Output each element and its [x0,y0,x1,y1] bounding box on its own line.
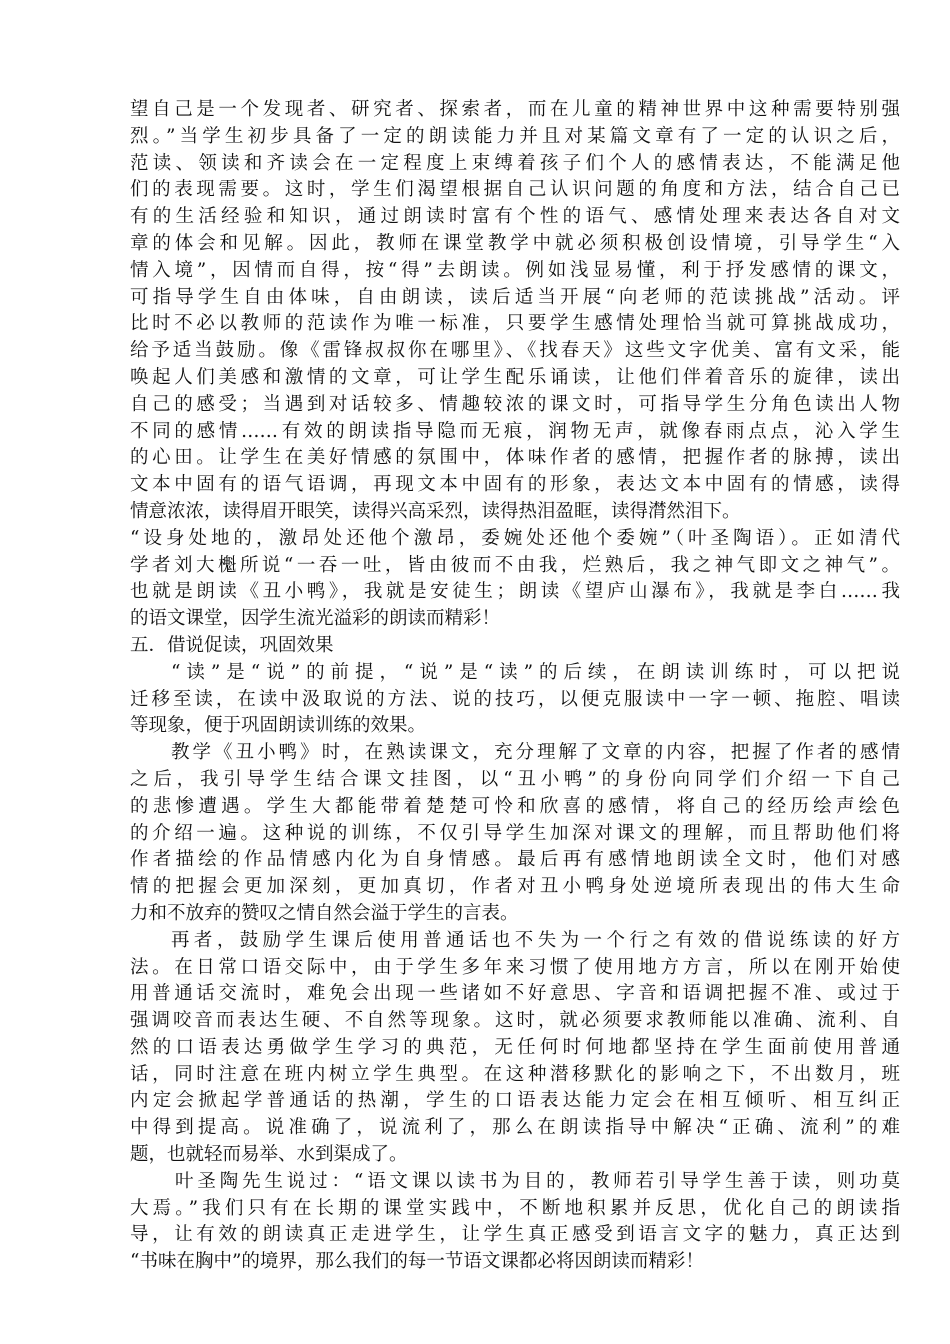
text-line: 法。在日常口语交际中，由于学生多年来习惯了使用地方方言，所以在刚开始使 [130,956,900,978]
text-line: 比时不必以教师的范读作为唯一标准，只要学生感情处理恰当就可算挑战成功， [130,313,900,335]
text-line: 之后，我引导学生结合课文挂图，以“丑小鸭”的身份向同学们介绍一下自己 [130,768,900,790]
text-line: 叶圣陶先生说过：“语文课以读书为目的，教师若引导学生善于读，则功莫 [175,1170,900,1192]
text-line: 中得到提高。说准确了，说流利了，那么在朗读指导中解决“正确、流利”的难 [130,1117,900,1139]
paragraph-continuation [130,97,900,633]
text-line: 等现象，便于巩固朗读训练的效果。 [130,715,427,737]
text-line: 范读、领读和齐读会在一定程度上束缚着孩子们个人的感情表达，不能满足他 [130,152,900,174]
text-line: 迁移至读，在读中汲取说的方法、说的技巧，以便克服读中一字一顿、拖腔、唱读 [130,688,900,710]
text-line: 力和不放弃的赞叹之情自然会溢于学生的言表。 [130,902,519,924]
paragraph [130,660,900,740]
text-line: 望自己是一个发现者、研究者、探索者，而在儿童的精神世界中这种需要特别强 [130,99,900,120]
text-line: 的悲惨遭遇。学生大都能带着楚楚可怜和欣喜的感情，将自己的经历绘声绘色 [130,795,900,817]
paragraph [130,740,900,928]
text-line: 再者，鼓励学生课后使用普通话也不失为一个行之有效的借说练读的好方 [171,929,900,951]
text-line: 然的口语表达勇做学生学习的典范，无任何时何地都坚持在学生面前使用普通 [130,1036,900,1058]
text-line: 教学《丑小鸭》时，在熟读课文，充分理解了文章的内容，把握了作者的感情 [171,742,900,764]
text-line: 强调咬音而表达生硬、不自然等现象。这时，就必须要求教师能以准确、流利、自 [130,1010,900,1032]
paragraph [130,928,900,1169]
text-line: 章的体会和见解。因此，教师在课堂教学中就必须积极创设情境，引导学生“入 [130,232,900,254]
text-line: 唤起人们美感和激情的文章，可让学生配乐诵读，让他们伴着音乐的旋律，读出 [130,366,900,388]
text-line: 大焉。”我们只有在长期的课堂实践中，不断地积累并反思，优化自己的朗读指 [130,1197,900,1219]
text-line: 用普通话交流时，难免会出现一些诸如不好意思、字音和语调把握不准、或过于 [130,983,900,1005]
text-line: 情意浓浓，读得眉开眼笑，读得兴高采烈，读得热泪盈眶，读得潸然泪下。 [130,500,741,522]
text-line: 可指导学生自由体味，自由朗读，读后适当开展“向老师的范读挑战”活动。评 [130,286,900,308]
text-line: 作者描绘的作品情感内化为自身情感。最后再有感情地朗读全文时，他们对感 [130,849,900,871]
section-heading: 五．借说促读，巩固效果 [130,634,334,656]
paragraph [130,1169,900,1276]
text-line: 给予适当鼓励。像《雷锋叔叔你在哪里》、《找春天》这些文字优美、富有文采，能 [130,340,900,362]
text-line: “设身处地的，激昂处还他个激昂，委婉处还他个委婉”（叶圣陶语）。正如清代 [130,527,900,549]
text-line: 情入境”，因情而自得，按“得”去朗读。例如浅显易懂，利于抒发感情的课文， [130,259,900,281]
text-line: 也就是朗读《丑小鸭》，我就是安徒生；朗读《望庐山瀑布》，我就是李白……我 [130,581,900,603]
text-line: 的语文课堂，因学生流光溢彩的朗读而精彩！ [130,608,501,630]
text-line: “读”是“说”的前提，“说”是“读”的后续，在朗读训练时，可以把说 [171,661,900,683]
text-line: 话，同时注意在班内树立学生典型。在这种潜移默化的影响之下，不出数月，班 [130,1063,900,1085]
text-line: 导，让有效的朗读真正走进学生，让学生真正感受到语言文字的魅力，真正达到 [130,1224,900,1246]
text-line: 文本中固有的语气语调，再现文本中固有的形象，表达文本中固有的情感，读得 [130,474,900,496]
text-line: 内定会掀起学普通话的热潮，学生的口语表达能力定会在相互倾听、相互纠正 [130,1090,900,1112]
text-line: “书味在胸中”的境界，那么我们的每一节语文课都必将因朗读而精彩！ [130,1251,704,1273]
text-line: 题，也就轻而易举、水到渠成了。 [130,1144,408,1166]
text-line: 情的把握会更加深刻，更加真切，作者对丑小鸭身处逆境所表现出的伟大生命 [130,876,900,898]
text-line: 的介绍一遍。这种说的训练，不仅引导学生加深对课文的理解，而且帮助他们将 [130,822,900,844]
text-line: 不同的感情……有效的朗读指导隐而无痕，润物无声，就像春雨点点，沁入学生 [130,420,900,442]
text-line: 们的表现需要。这时，学生们渴望根据自己认识问题的角度和方法，结合自己已 [130,179,900,201]
document-page [130,97,900,1276]
text-line: 的心田。让学生在美好情感的氛围中，体味作者的感情，把握作者的脉搏，读出 [130,447,900,469]
text-line: 有的生活经验和知识，通过朗读时富有个性的语气、感情处理来表达各自对文 [130,206,900,228]
text-line: 自己的感受；当遇到对话较多、情趣较浓的课文时，可指导学生分角色读出人物 [130,393,900,415]
text-line: 烈。”当学生初步具备了一定的朗读能力并且对某篇文章有了一定的认识之后， [130,125,900,147]
text-line: 学者刘大櫆所说“一吞一吐，皆由彼而不由我，烂熟后，我之神气即文之神气”。 [130,554,900,576]
